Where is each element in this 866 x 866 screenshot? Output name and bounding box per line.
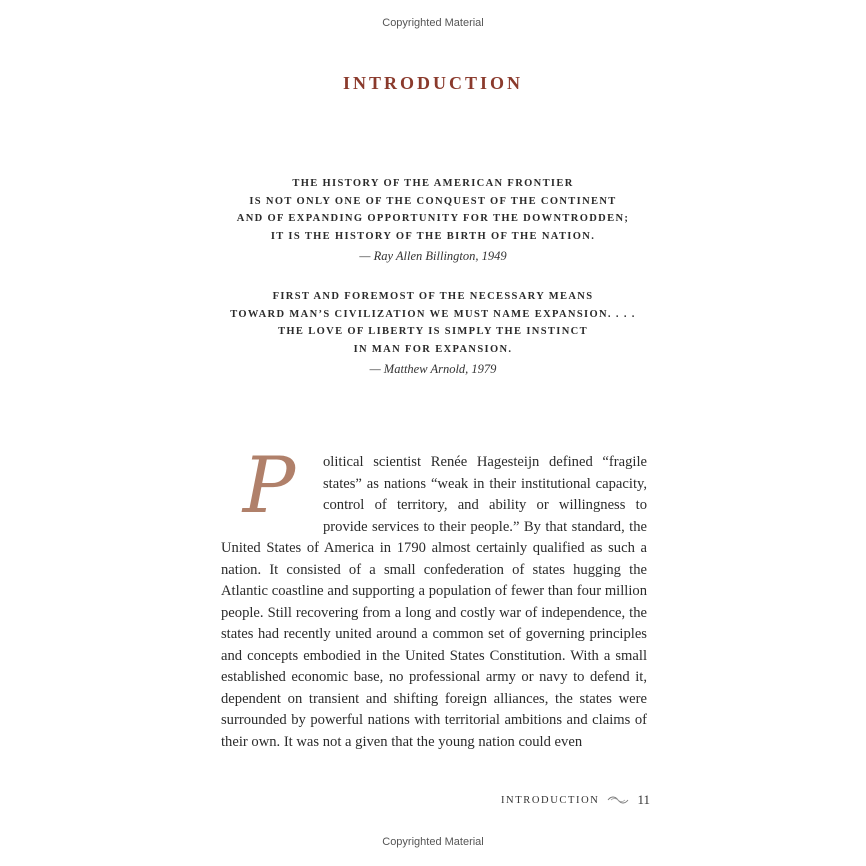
copyright-notice-top: Copyrighted Material (382, 17, 484, 29)
scroll-ornament-icon (607, 795, 629, 805)
chapter-title: INTRODUCTION (342, 73, 524, 93)
epigraph-line: IN MAN FOR EXPANSION. (353, 343, 513, 355)
drop-cap: P (242, 441, 296, 531)
epigraph-line: AND OF EXPANDING OPPORTUNITY FOR THE DOWNTRODDEN; (236, 213, 630, 225)
copyright-notice-bottom: Copyrighted Material (382, 836, 484, 848)
epigraph-line: THE HISTORY OF THE AMERICAN FRONTIER (292, 178, 574, 189)
epigraph-line: IT IS THE HISTORY OF THE BIRTH OF THE NATION. (270, 230, 596, 242)
epigraph-billington (0, 175, 866, 266)
epigraph-arnold (0, 288, 866, 379)
epigraph-line: THE LOVE OF LIBERTY IS SIMPLY THE INSTINCT (278, 326, 588, 338)
body-paragraph-text: olitical scientist Renée Hagesteijn defined “fragile states” as nations “weak in their institutional capacity, control of territory, and ability or willingness to provide services to their people.” By that standard, the United States of America in 1790 almost certainly qualified as such a nation. It consisted of a small confederation of states hugging the Atlantic coastline and supporting a population of fewer than four million people. Still recovering from a long and costly war of independence, the states had recently united around a common set of governing principles and concepts embodied in the United States Constitution. With a small established economic base, no professional army or navy to defend it, dependent on transient and shifting foreign alliances, the states were surrounded by powerful nations with territorial ambitions and claims of their own. It was not a given that the young nation could even (221, 454, 647, 750)
epigraph-line: FIRST AND FOREMOST OF THE NECESSARY MEANS (272, 291, 594, 302)
epigraph-line: IS NOT ONLY ONE OF THE CONQUEST OF THE CONTINENT (249, 195, 617, 207)
epigraph-attribution: — Ray Allen Billington, 1949 (359, 249, 507, 264)
body-paragraph (221, 441, 647, 753)
body-paragraph-container (221, 441, 647, 753)
running-footer-label: INTRODUCTION (500, 794, 600, 806)
epigraph-attribution: — Matthew Arnold, 1979 (369, 362, 497, 377)
running-footer (501, 792, 650, 808)
epigraph-line: TOWARD MAN’S CIVILIZATION WE MUST NAME EXPANSION. . . . (230, 308, 636, 320)
page-number: 11 (637, 792, 650, 807)
